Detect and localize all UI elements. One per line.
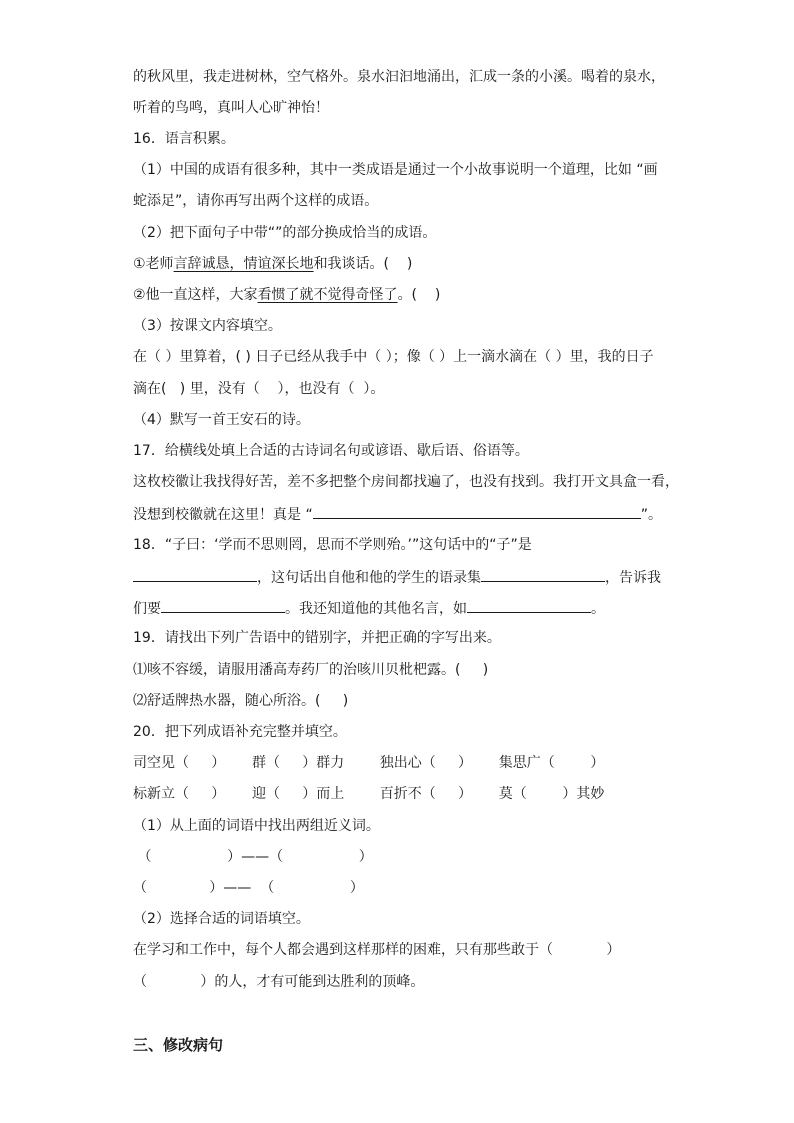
- question-16-part3-line2: 滴在( ) 里，没有（ ），也没有（ ）。: [133, 381, 385, 397]
- sentence-text: 没想到校徽就在这里！真是 “: [133, 507, 313, 523]
- sentence-text: ，告诉我: [605, 570, 661, 586]
- sentence-text: 们要: [133, 601, 161, 617]
- question-16-part1-line2: 蛇添足”，请你再写出两个这样的成语。: [133, 193, 379, 209]
- question-16-part2: （2）把下面句子中带“”的部分换成恰当的成语。: [133, 225, 437, 241]
- question-16-part2-sentence2: [133, 286, 440, 304]
- question-20-part2-line1: 在学习和工作中，每个人都会遇到这样那样的困难，只有那些敢于（ ）: [133, 942, 621, 958]
- question-18-line1: 18．“子曰：‘学而不思则罔，思而不学则殆。’”这句话中的“子”是: [133, 537, 532, 553]
- question-17-line2: [133, 504, 662, 524]
- question-20-idioms-row1: 司空见（ ） 群（ ）群力 独出心（ ） 集思广（ ）: [133, 755, 605, 771]
- answer-blank[interactable]: [313, 504, 641, 519]
- question-20-part1: （1）从上面的词语中找出两组近义词。: [133, 818, 380, 834]
- question-20-part1-pair2: （ ）—— （ ）: [133, 880, 364, 896]
- sentence-text: 。( ): [397, 287, 441, 303]
- question-17-title: 17．给横线处填上合适的古诗词名句或谚语、歇后语、俗语等。: [133, 443, 529, 459]
- passage-line-1: 的秋风里，我走进树林，空气格外。泉水汩汩地涌出，汇成一条的小溪。喝着的泉水，: [133, 69, 665, 85]
- underlined-phrase: 言辞诚恳，情谊深长地: [173, 256, 314, 272]
- question-20-part1-pair1: （ ）——（ ）: [133, 849, 373, 865]
- question-18-line2: [133, 567, 661, 587]
- question-16-part3: （3）按课文内容填空。: [133, 318, 282, 334]
- question-17-line1: 这枚校徽让我找得好苦，差不多把整个房间都找遍了，也没有找到。我打开文具盒一看，: [133, 474, 679, 490]
- passage-line-2: 听着的鸟鸣，真叫人心旷神怡！: [133, 100, 329, 116]
- question-19-item1: ⑴咳不容缓，请服用潘高寿药厂的治咳川贝枇杷露。( ): [133, 662, 489, 678]
- sentence-text: 。我还知道他的其他名言，如: [285, 601, 467, 617]
- question-20-title: 20．把下列成语补充完整并填空。: [133, 724, 347, 740]
- answer-blank[interactable]: [133, 567, 257, 582]
- sentence-text: 和我谈话。( ): [313, 256, 413, 272]
- question-16-part2-sentence1: [133, 255, 412, 273]
- answer-blank[interactable]: [467, 598, 591, 613]
- sentence-text: 。: [591, 601, 605, 617]
- answer-blank[interactable]: [161, 598, 285, 613]
- underlined-phrase: 看惯了就不觉得奇怪了: [257, 287, 398, 303]
- question-20-idioms-row2: 标新立（ ） 迎（ ）而上 百折不（ ） 莫（ ）其妙: [133, 786, 605, 802]
- question-16-part3-line1: 在（ ）里算着，( ) 日子已经从我手中（ ）；像（ ）上一滴水滴在（ ）里，我的日子: [133, 349, 654, 365]
- question-16-part1-line1: （1）中国的成语有很多种，其中一类成语是通过一个小故事说明一个道理，比如 “画: [133, 162, 658, 178]
- sentence-text: ，这句话出自他和他的学生的语录集: [257, 570, 481, 586]
- sentence-text: ②他一直这样，大家: [133, 287, 258, 303]
- question-16-part4: （4）默写一首王安石的诗。: [133, 412, 310, 428]
- question-20-part2-line2: （ ）的人，才有可能到达胜利的顶峰。: [133, 974, 425, 990]
- question-19-item2: ⑵舒适牌热水器，随心所浴。( ): [133, 693, 349, 709]
- sentence-text: ①老师: [133, 256, 174, 272]
- section-heading: 三、修改病句: [133, 1036, 224, 1054]
- sentence-text: ”。: [640, 507, 662, 523]
- question-16-title: 16．语言积累。: [133, 131, 235, 147]
- question-18-line3: [133, 598, 605, 618]
- question-20-part2: （2）选择合适的词语填空。: [133, 911, 310, 927]
- question-19-title: 19．请找出下列广告语中的错别字，并把正确的字写出来。: [133, 630, 501, 646]
- answer-blank[interactable]: [481, 567, 605, 582]
